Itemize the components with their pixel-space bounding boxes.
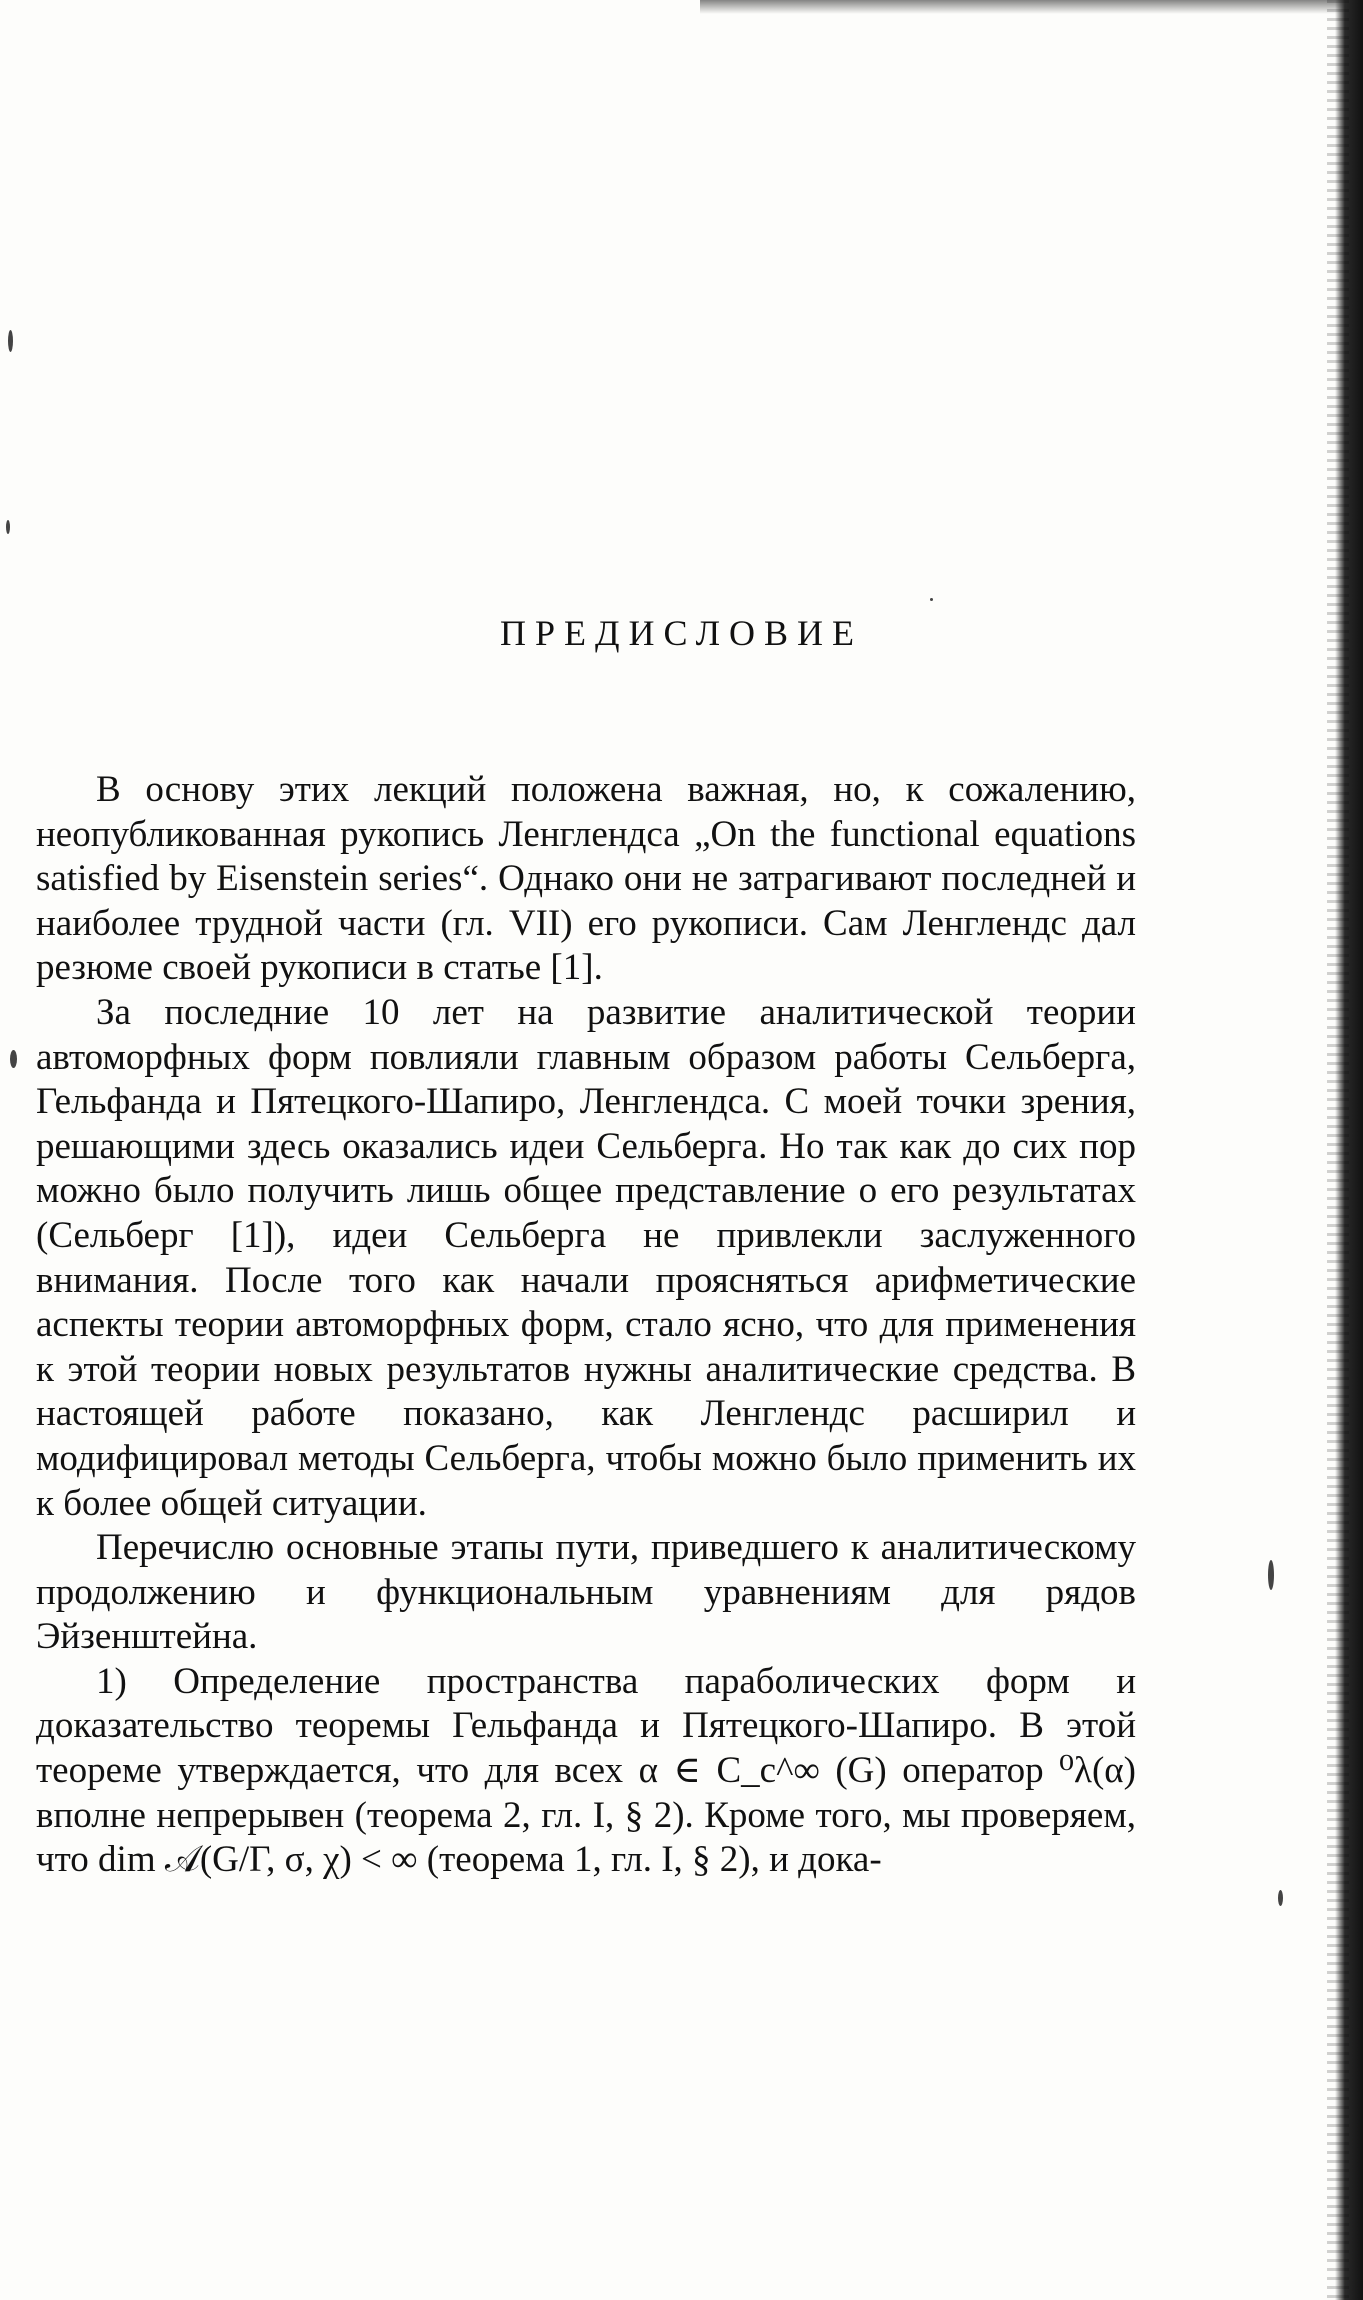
scan-speck: [10, 1050, 17, 1068]
scan-speck: [930, 598, 933, 601]
scan-top-edge: [700, 0, 1363, 14]
paragraph: В основу этих лекций положена важная, но, к сожалению, неопубликованная рукопись Ленглендса „On the functional equations satisfied by Eisenstein series“. Однако они не затрагивают последней и наиболее трудной части (гл. VII) его рукописи. Сам Ленглендс дал резюме своей рукописи в статье [1].: [36, 769, 1136, 989]
scan-speck: [8, 330, 13, 352]
paragraph: 1) Определение пространства параболических форм и доказательство теоремы Гельфанда и Пятецкого-Шапиро. В этой теореме утверждается, что для всех α ∈ C_c^∞ (G) оператор ⁰λ(α) вполне непрерывен (теорема 2, гл. I, § 2). Кроме того, мы проверяем, что dim 𝒜(G/Γ, σ, χ) < ∞ (теорема 1, гл. I, § 2), и дока-: [36, 1660, 1136, 1881]
scan-speck: [6, 520, 10, 534]
page-title: ПРЕДИСЛОВИЕ: [499, 613, 864, 653]
body-text: [36, 768, 1136, 1883]
scan-speck: [1268, 1560, 1274, 1590]
paragraph: Перечислю основные этапы пути, приведшего к аналитическому продолжению и функциональным уравнениям для рядов Эйзенштейна.: [36, 1527, 1136, 1658]
scan-speck: [1278, 1890, 1283, 1906]
paragraph: За последние 10 лет на развитие аналитической теории автоморфных форм повлияли главным образом работы Сельберга, Гельфанда и Пятецкого-Шапиро, Ленглендса. С моей точки зрения, решающими здесь оказались идеи Сельберга. Но так как до сих пор можно было получить лишь общее представление о его результатах (Сельберг [1]), идеи Сельберга не привлекли заслуженного внимания. После того как начали проясняться арифметические аспекты теории автоморфных форм, стало ясно, что для применения к этой теории новых результатов нужны аналитические средства. В настоящей работе показано, как Ленглендс расширил и модифицировал методы Сельберга, чтобы можно было применить их к более общей ситуации.: [36, 991, 1136, 1524]
scan-edge-noise: [1327, 0, 1349, 2300]
